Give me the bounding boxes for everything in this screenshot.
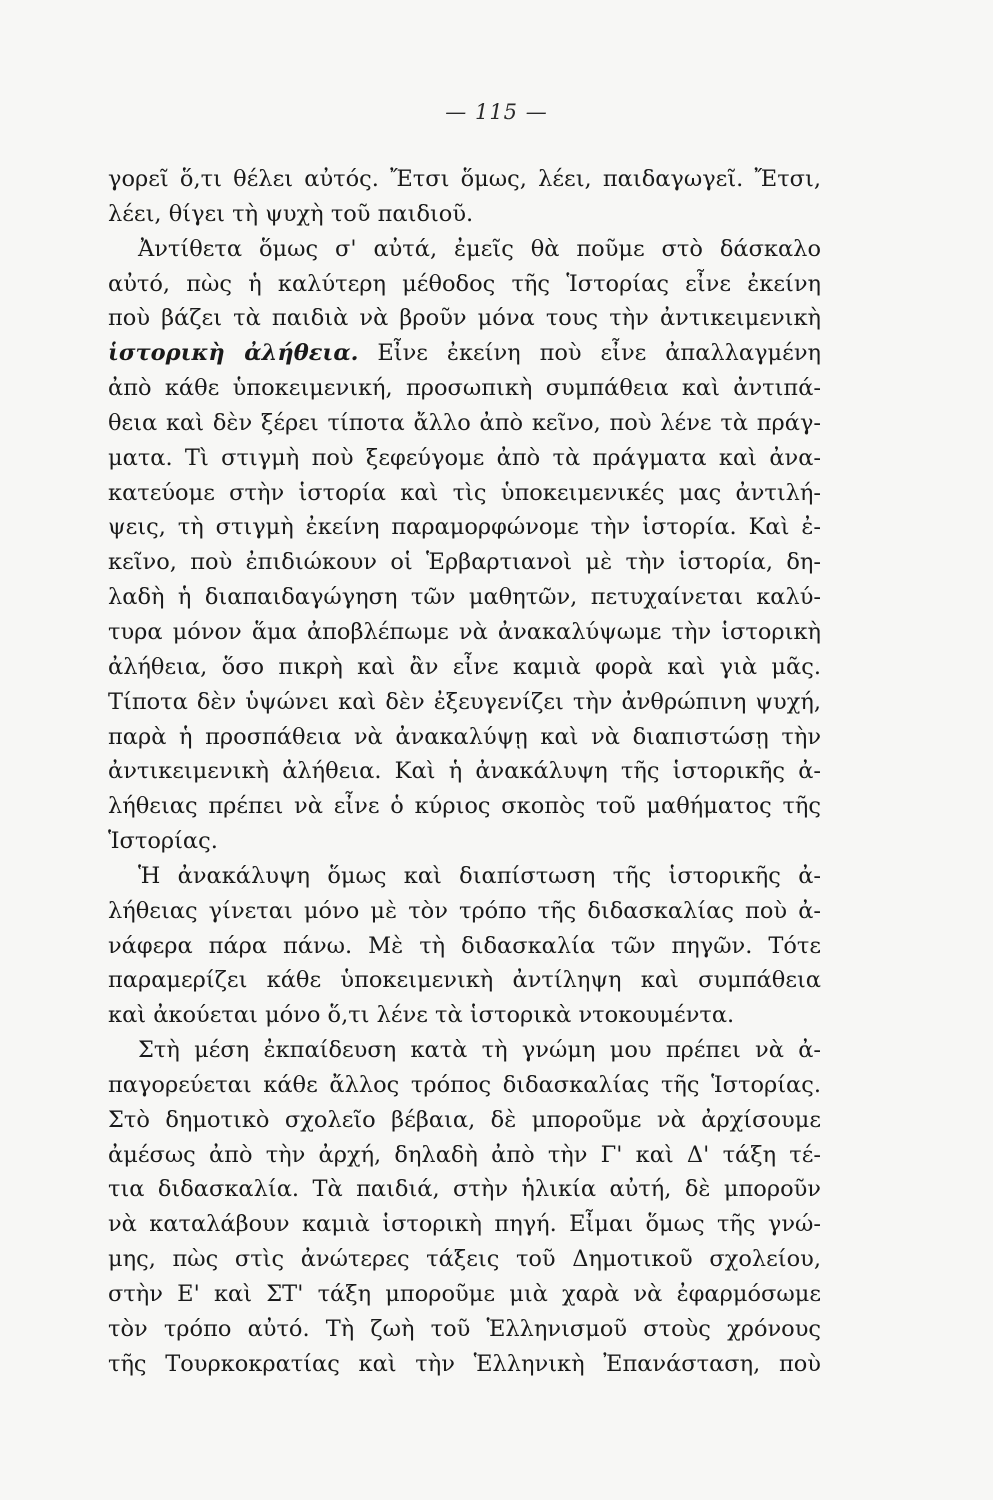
text-line: λήθειας γίνεται μόνο μὲ τὸν τρόπο τῆς διδασκαλίας ποὺ ἀ- bbox=[108, 897, 821, 924]
emphasized-text: ἱστορικὴ ἀλήθεια. bbox=[108, 340, 359, 367]
text-line: ψεις, τὴ στιγμὴ ἐκείνη παραμορφώνομε τὴν ἱστορία. Καὶ ἐ- bbox=[108, 514, 821, 541]
text-line: νάφερα πάρα πάνω. Μὲ τὴ διδασκαλία τῶν πηγῶν. Τότε bbox=[108, 932, 821, 959]
text-line: τυρα μόνον ἅμα ἀποβλέπωμε νὰ ἀνακαλύψωμε τὴν ἱστορικὴ bbox=[108, 618, 821, 645]
text-line: μης, πὼς στὶς ἀνώτερες τάξεις τοῦ Δημοτικοῦ σχολείου, bbox=[108, 1246, 821, 1273]
text-line: Στὸ δημοτικὸ σχολεῖο βέβαια, δὲ μποροῦμε νὰ ἀρχίσουμε bbox=[108, 1106, 821, 1133]
text-line: παραμερίζει κάθε ὑποκειμενικὴ ἀντίληψη καὶ συμπάθεια bbox=[108, 967, 821, 994]
text-line: Ἡ ἀνακάλυψη ὅμως καὶ διαπίστωση τῆς ἱστορικῆς ἀ- bbox=[138, 862, 821, 889]
text-line: παγορεύεται κάθε ἄλλος τρόπος διδασκαλίας τῆς Ἱστορίας. bbox=[108, 1071, 821, 1098]
text-line: ἀμέσως ἀπὸ τὴν ἀρχή, δηλαδὴ ἀπὸ τὴν Γ' καὶ Δ' τάξη τέ- bbox=[108, 1141, 821, 1168]
text-line: νὰ καταλάβουν καμιὰ ἱστορικὴ πηγή. Εἶμαι ὅμως τῆς γνώ- bbox=[108, 1211, 821, 1238]
text-line: στὴν Ε' καὶ ΣΤ' τάξη μποροῦμε μιὰ χαρὰ νὰ ἐφαρμόσωμε bbox=[108, 1281, 821, 1307]
body-text bbox=[108, 162, 821, 1382]
text-line: κεῖνο, ποὺ ἐπιδιώκουν οἱ Ἑρβαρτιανοὶ μὲ τὴν ἱστορία, δη- bbox=[108, 549, 821, 576]
text-line: γορεῖ ὅ,τι θέλει αὐτός. Ἔτσι ὅμως, λέει, παιδαγωγεῖ. Ἔτσι, bbox=[108, 166, 821, 192]
text-line: ἀντικειμενικὴ ἀλήθεια. Καὶ ἡ ἀνακάλυψη τῆς ἱστορικῆς ἀ- bbox=[108, 758, 821, 785]
text-line: ποὺ βάζει τὰ παιδιὰ νὰ βροῦν μόνα τους τὴν ἀντικειμενικὴ bbox=[108, 305, 821, 332]
text-line: καὶ ἀκούεται μόνο ὅ,τι λένε τὰ ἱστορικὰ ντοκουμέντα. bbox=[108, 1002, 735, 1029]
text-line: τια διδασκαλία. Τὰ παιδιά, στὴν ἡλικία αὐτή, δὲ μποροῦν bbox=[108, 1176, 821, 1203]
text-line: ἀλήθεια, ὅσο πικρὴ καὶ ἂν εἶνε καμιὰ φορὰ καὶ γιὰ μᾶς. bbox=[108, 653, 821, 680]
text-line: θεια καὶ δὲν ξέρει τίποτα ἄλλο ἀπὸ κεῖνο, ποὺ λένε τὰ πράγ- bbox=[108, 409, 821, 436]
text-line bbox=[108, 336, 821, 371]
text-line: Τίποτα δὲν ὑψώνει καὶ δὲν ἐξευγενίζει τὴν ἀνθρώπινη ψυχή, bbox=[108, 688, 821, 715]
text-line: λήθειας πρέπει νὰ εἶνε ὁ κύριος σκοπὸς τοῦ μαθήματος τῆς bbox=[108, 793, 821, 820]
text-line: τῆς Τουρκοκρατίας καὶ τὴν Ἑλληνικὴ Ἐπανάσταση, ποὺ bbox=[108, 1350, 821, 1377]
text-line: Ἀντίθετα ὅμως σ' αὐτά, ἐμεῖς θὰ ποῦμε στὸ δάσκαλο bbox=[138, 235, 821, 262]
page-number: — 115 — bbox=[445, 100, 548, 124]
text-line: ματα. Τὶ στιγμὴ ποὺ ξεφεύγομε ἀπὸ τὰ πράγματα καὶ ἀνα- bbox=[108, 444, 821, 471]
text-line: αὐτό, πὼς ἡ καλύτερη μέθοδος τῆς Ἱστορίας εἶνε ἐκείνη bbox=[108, 270, 821, 297]
text-line: ἀπὸ κάθε ὑποκειμενική, προσωπικὴ συμπάθεια καὶ ἀντιπά- bbox=[108, 375, 821, 402]
text-line-rest: Εἶνε ἐκείνη ποὺ εἶνε ἀπαλλαγμένη bbox=[358, 340, 821, 367]
text-line: τὸν τρόπο αὐτό. Τὴ ζωὴ τοῦ Ἑλληνισμοῦ στοὺς χρόνους bbox=[108, 1315, 821, 1342]
text-line: Στὴ μέση ἐκπαίδευση κατὰ τὴ γνώμη μου πρέπει νὰ ἀ- bbox=[138, 1037, 821, 1064]
text-line: Ἱστορίας. bbox=[108, 828, 218, 855]
text-line: λαδὴ ἡ διαπαιδαγώγηση τῶν μαθητῶν, πετυχαίνεται καλύ- bbox=[108, 584, 821, 611]
text-line: παρὰ ἡ προσπάθεια νὰ ἀνακαλύψῃ καὶ νὰ διαπιστώσῃ τὴν bbox=[108, 723, 821, 750]
text-line: κατεύομε στὴν ἱστορία καὶ τὶς ὑποκειμενικές μας ἀντιλή- bbox=[108, 479, 821, 506]
text-line: λέει, θίγει τὴ ψυχὴ τοῦ παιδιοῦ. bbox=[108, 200, 474, 227]
